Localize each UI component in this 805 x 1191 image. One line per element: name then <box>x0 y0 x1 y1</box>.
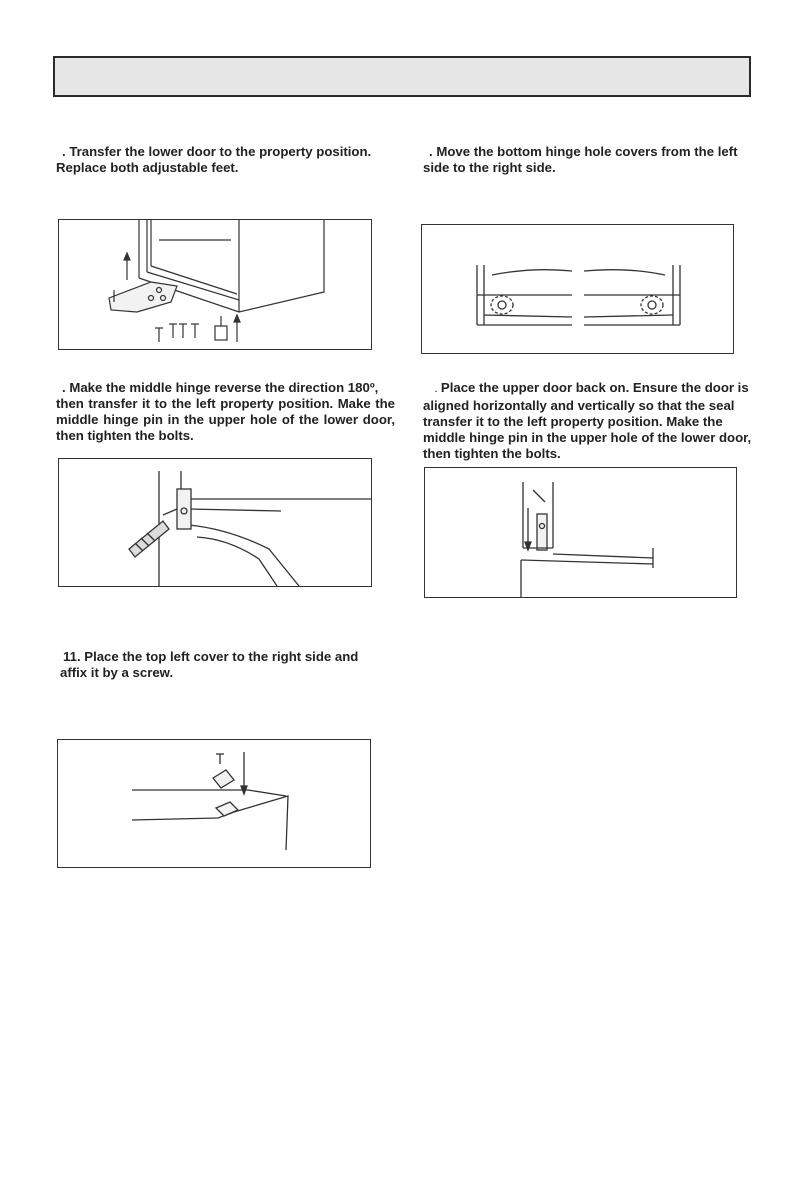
step-prefix: . <box>435 385 438 394</box>
step-transfer-lower-door-text <box>56 144 371 176</box>
top-cover-screw-illustration <box>58 740 370 867</box>
step-line: then tighten the bolts. <box>56 428 194 443</box>
lower-door-hinge-feet-illustration <box>59 220 371 349</box>
step-line: affix it by a screw. <box>60 665 174 680</box>
section-title-bar <box>53 56 751 97</box>
figure-top-cover <box>57 739 371 868</box>
step-line: Place the upper door back on. Ensure the door is <box>440 380 749 395</box>
step-top-left-cover-text <box>60 649 359 681</box>
step-line: then tighten the bolts. <box>423 446 561 461</box>
figure-hinge-hole-covers <box>421 224 734 354</box>
step-reverse-middle-hinge-text <box>56 380 395 444</box>
step-line: . Move the bottom hinge hole covers from the left <box>429 144 738 159</box>
step-line: side to the right side. <box>423 160 556 175</box>
step-line: middle hinge pin in the upper hole of the lower door, <box>423 430 752 445</box>
step-line: transfer it to the left property position. Make the <box>423 414 723 429</box>
step-line: aligned horizontally and vertically so that the seal <box>423 398 735 413</box>
figure-upper-door <box>424 467 737 598</box>
step-line: . Transfer the lower door to the property position. <box>62 144 372 159</box>
bottom-hinge-hole-covers-illustration <box>422 225 733 353</box>
figure-lower-door-feet <box>58 219 372 350</box>
figure-middle-hinge <box>58 458 372 587</box>
step-line: 11. Place the top left cover to the right side and <box>63 649 359 664</box>
middle-hinge-screwdriver-illustration <box>59 459 371 586</box>
upper-door-hinge-pin-illustration <box>425 468 736 597</box>
step-place-upper-door-text <box>423 380 753 462</box>
step-line: then transfer it to the left property position. Make the <box>56 396 395 411</box>
step-line: Replace both adjustable feet. <box>56 160 239 175</box>
step-move-hinge-covers-text <box>423 144 737 176</box>
step-line: . Make the middle hinge reverse the direction 180º, <box>62 380 379 395</box>
step-line: middle hinge pin in the upper hole of the lower door, <box>56 412 395 427</box>
